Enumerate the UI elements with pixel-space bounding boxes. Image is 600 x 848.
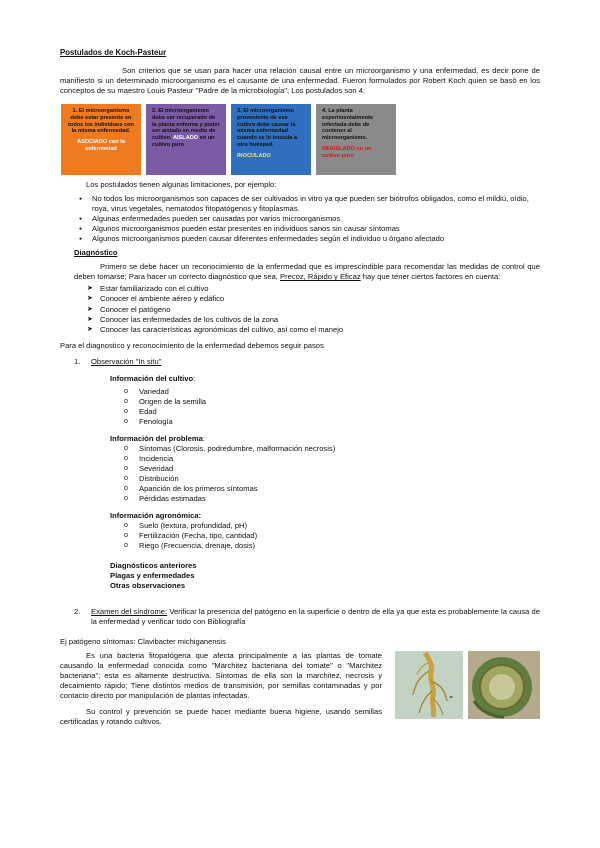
postulate-1-highlight: ASOCIADO con la enfermedad (77, 139, 125, 152)
postulate-card-1 (61, 104, 141, 175)
list-item: o Fenología (124, 417, 540, 427)
postulate-card-2 (146, 104, 226, 175)
list-item: ● Algunos microorganismos pueden estar presentes en individuos sanos sin causar síntomas (92, 224, 540, 234)
agro-list (110, 521, 540, 551)
steps-intro: Para el diagnostico y reconocimiento de la enfermedad debemos seguir pasos (60, 340, 324, 350)
list-item: ➤ Estar familiarizado con el cultivo (100, 284, 540, 294)
limitations-intro: Los postulados tienen algunas limitaciones, por ejemplo: (86, 180, 277, 190)
step-1-title: Observación "In situ" (91, 356, 162, 366)
problema-heading: Información del problema: (110, 433, 205, 443)
list-item: o Fertilización (Fecha, tipo, cantidad) (124, 531, 540, 541)
diagnosis-paragraph (74, 262, 540, 282)
list-item: ➤ Conocer el patógeno (100, 305, 540, 315)
list-item: ● Algunas enfermedades pueden ser causadas por varios microorganismos (92, 214, 540, 224)
document-page (60, 48, 540, 727)
example-text (60, 651, 382, 727)
list-item: o Suelo (textura, profundidad, pH) (124, 521, 540, 531)
diagnosis-underlined: Precoz, Rápido y Eficaz (280, 272, 361, 282)
step-1 (74, 357, 540, 367)
list-item: o Aparición de los primeros síntomas (124, 484, 540, 494)
postulate-2-text: 2. El microorganismo debe ser recuperado de la planta enferma y poder ser aislado en medio de cultivo. (152, 108, 220, 142)
postulate-3-highlight: INOCULADO (237, 152, 271, 159)
root-photo (395, 651, 463, 719)
factors-list (60, 284, 540, 334)
cultivo-heading-text: Información del cultivo (110, 373, 194, 383)
postulate-2-text-end: en un cultivo puro (152, 135, 215, 148)
cultivo-heading: Información del cultivo: (110, 373, 196, 383)
step-1-details (110, 374, 540, 591)
diagnosis-text: Primero se debe hacer un reconocimiento de la enfermedad que es imprescindible para recomendar las medidas de control que deben tomarse; Para hacer un correcto diagnóstico que sea, (74, 262, 540, 282)
step-2 (74, 607, 540, 627)
list-item: o Riego (Frecuencia, drenaje, dosis) (124, 541, 540, 551)
list-item: o Pérdidas estimadas (124, 494, 540, 504)
root-illustration (395, 651, 463, 719)
extra-item: Otras observaciones (110, 580, 186, 590)
list-item: o Distribución (124, 474, 540, 484)
page-title: Postulados de Koch-Pasteur (60, 48, 167, 57)
list-item: ● Algunos microorganismos pueden causar diferentes enfermedades según el individuo u órgano afectado (92, 234, 540, 244)
list-item: o Incidencia (124, 454, 540, 464)
list-item: o Origen de la semilla (124, 397, 540, 407)
list-item: o Síntomas (Clorosis, podredumbre, malformación necrosis) (124, 444, 540, 454)
list-item: o Severidad (124, 464, 540, 474)
postulate-1-text: 1. El microorganismo debe estar presente en todos los individuos con la misma enfermedad. (68, 108, 134, 135)
postulate-card-4 (316, 104, 396, 175)
stem-cross-section-photo (468, 651, 540, 719)
cultivo-list (110, 387, 540, 427)
postulate-4-text: 4. La planta experimentalmente infectada debe de contener al microorganismo. (322, 108, 373, 142)
step-2-title: Examen del síndrome: (91, 606, 168, 616)
postulate-2-highlight: AISLADO (172, 135, 199, 142)
extra-item: Diagnósticos anteriores (110, 560, 197, 570)
list-item: o Edad (124, 407, 540, 417)
example-paragraph-2: Su control y prevención se puede hacer mediante buena higiene, usando semillas certificadas y rotando cultivos. (60, 707, 382, 727)
problema-list (110, 444, 540, 504)
stem-illustration (468, 651, 540, 719)
extra-item: Plagas y enfermedades (110, 570, 195, 580)
list-item: o Variedad (124, 387, 540, 397)
intro-paragraph: Son criterios que se usan para hacer una relación causal entre un microorganismo y una enfermedad, es decir pone de manifiesto si un determinado microorganismo es el causante de una enfermedad. Fueron formulados por Robert Koch quien se basó en los conceptos de su maestro Louis Pasteur "Padre de la microbiología"; Los postulados son 4: (60, 66, 540, 96)
example-section (60, 651, 540, 727)
example-paragraph-1: Es una bacteria fitopatógena que afecta principalmente a las plantas de tomate causando la enfermedad conocida como "Marchitez bacteriana del tomate" o "Marchitez bacteriana"; esta es altamente destructiva. Síntomas de ella son la marchitez, necrosis y decaimiento rápido; Tiene distintos medios de transmisión, por semillas contaminadas y por contacto directo por manipulación de plantas infectadas. (60, 650, 382, 700)
diagnosis-heading: Diagnóstico (74, 248, 118, 258)
postulate-3-text: 3. El microorganismo proveniente de ese cultivo debe causar la misma enfermedad cuando se lo inocula a otro huésped. (237, 108, 297, 148)
postulate-4-highlight: REAISLADO en un cultivo puro (322, 145, 372, 159)
problema-heading-text: Información del problema (110, 433, 203, 443)
list-item: ➤ Conocer el ambiente aéreo y edáfico (100, 294, 540, 304)
list-item: ➤ Conocer las características agronómicas del cultivo, así como el manejo (100, 325, 540, 335)
list-item: ● No todos los microorganismos son capaces de ser cultivados in vitro ya que pueden ser biótrofos obligados, como el mildiú, oídio, roya, virus vegetales, nematodos fitopatógenos y fitoplasmas. (92, 194, 540, 214)
agro-heading: Información agronómica: (110, 510, 202, 520)
step-2-text: Verificar la presencia del patógeno en la superficie o dentro de ella ya que esta es probablemente la causa de la enfermedad y verificar todo con Bibliografía (91, 606, 540, 626)
step-1-number: 1. (74, 356, 81, 366)
limitations-list (60, 194, 540, 244)
extra-block (110, 561, 540, 591)
example-title: Ej patógeno síntomas: Clavibacter michiganensis (60, 636, 226, 646)
postulates-cards (60, 104, 540, 175)
diagnosis-text-end: hay que tener ciertos factores en cuenta: (362, 272, 501, 282)
step-2-number: 2. (74, 606, 81, 616)
postulate-card-3 (231, 104, 311, 175)
list-item: ➤ Conocer las enfermedades de los cultivos de la zona (100, 315, 540, 325)
